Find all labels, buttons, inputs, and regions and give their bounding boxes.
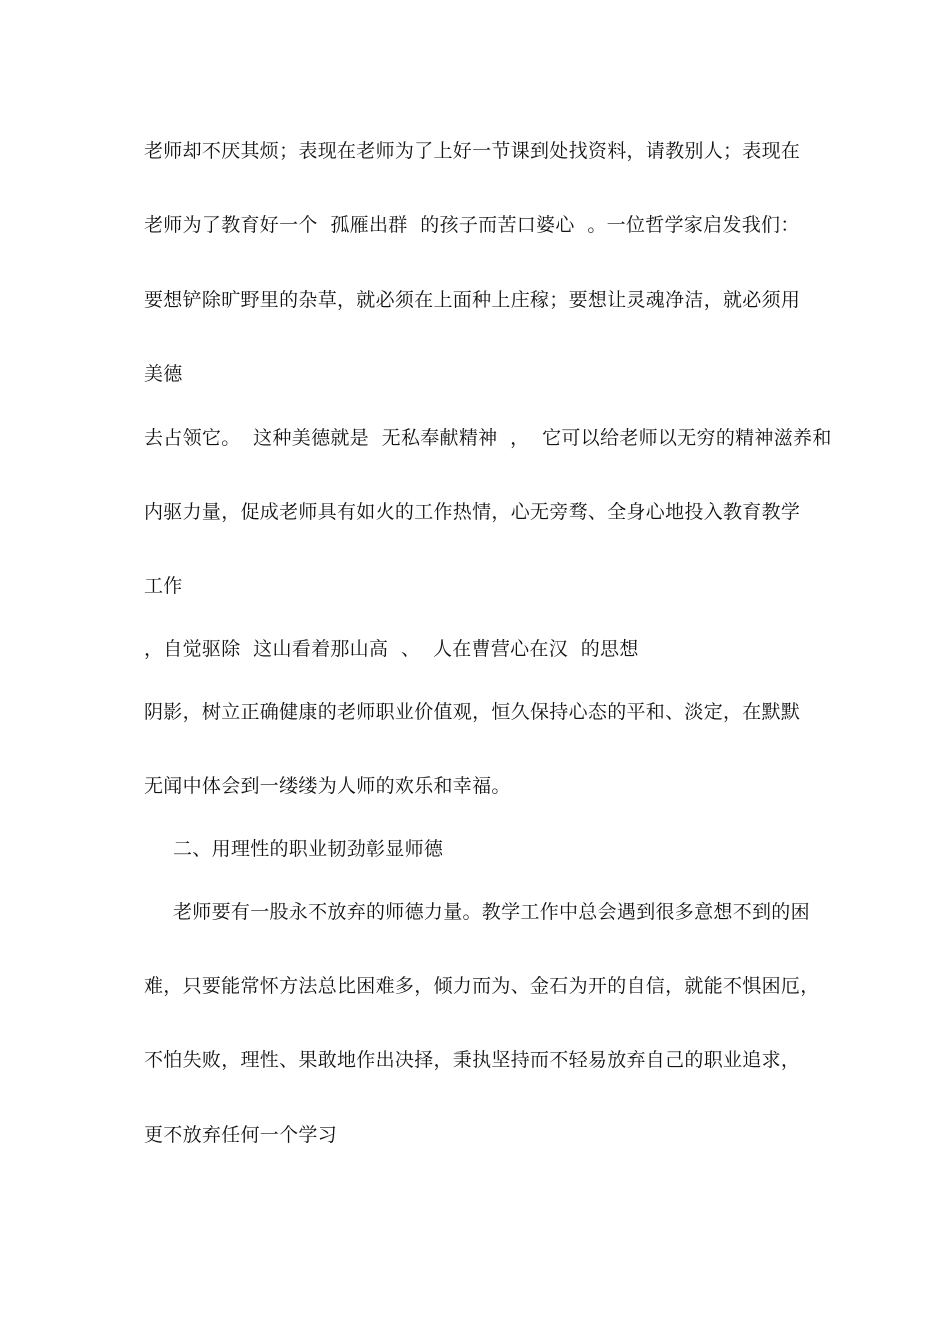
text-line: 更不放弃任何一个学习 [144, 1124, 338, 1146]
text-line: ，自觉驱除 这山看着那山高 、 人在曹营心在汉 的思想 [144, 638, 639, 660]
text-line: 难，只要能常怀方法总比困难多，倾力而为、金石为开的自信，就能不惧困厄， [144, 975, 820, 997]
text-line: 无闻中体会到一缕缕为人师的欢乐和幸福。 [144, 775, 511, 797]
text-line: 阴影，树立正确健康的老师职业价值观，恒久保持心态的平和、淡定，在默默 [144, 701, 801, 723]
text-line: 美德 [144, 363, 183, 385]
text-line: 不怕失败，理性、果敢地作出决择，秉执坚持而不轻易放弃自己的职业追求， [144, 1049, 801, 1071]
text-line: 老师要有一股永不放弃的师德力量。教学工作中总会遇到很多意想不到的困 [173, 901, 810, 923]
text-line: 老师为了教育好一个 孤雁出群 的孩子而苦口婆心 。一位哲学家启发我们： [144, 214, 800, 236]
section-heading: 二、用理性的职业韧劲彰显师德 [173, 838, 444, 860]
text-line: 老师却不厌其烦；表现在老师为了上好一节课到处找资料，请教别人；表现在 [144, 140, 801, 162]
text-line: 工作 [144, 575, 183, 597]
text-line: 内驱力量，促成老师具有如火的工作热情，心无旁骛、全身心地投入教育教学 [144, 501, 801, 523]
text-line: 去占领它。 这种美德就是 无私奉献精神 ， 它可以给老师以无穷的精神滋养和 [144, 427, 832, 449]
text-line: 要想铲除旷野里的杂草，就必须在上面种上庄稼；要想让灵魂净洁，就必须用 [144, 289, 801, 311]
